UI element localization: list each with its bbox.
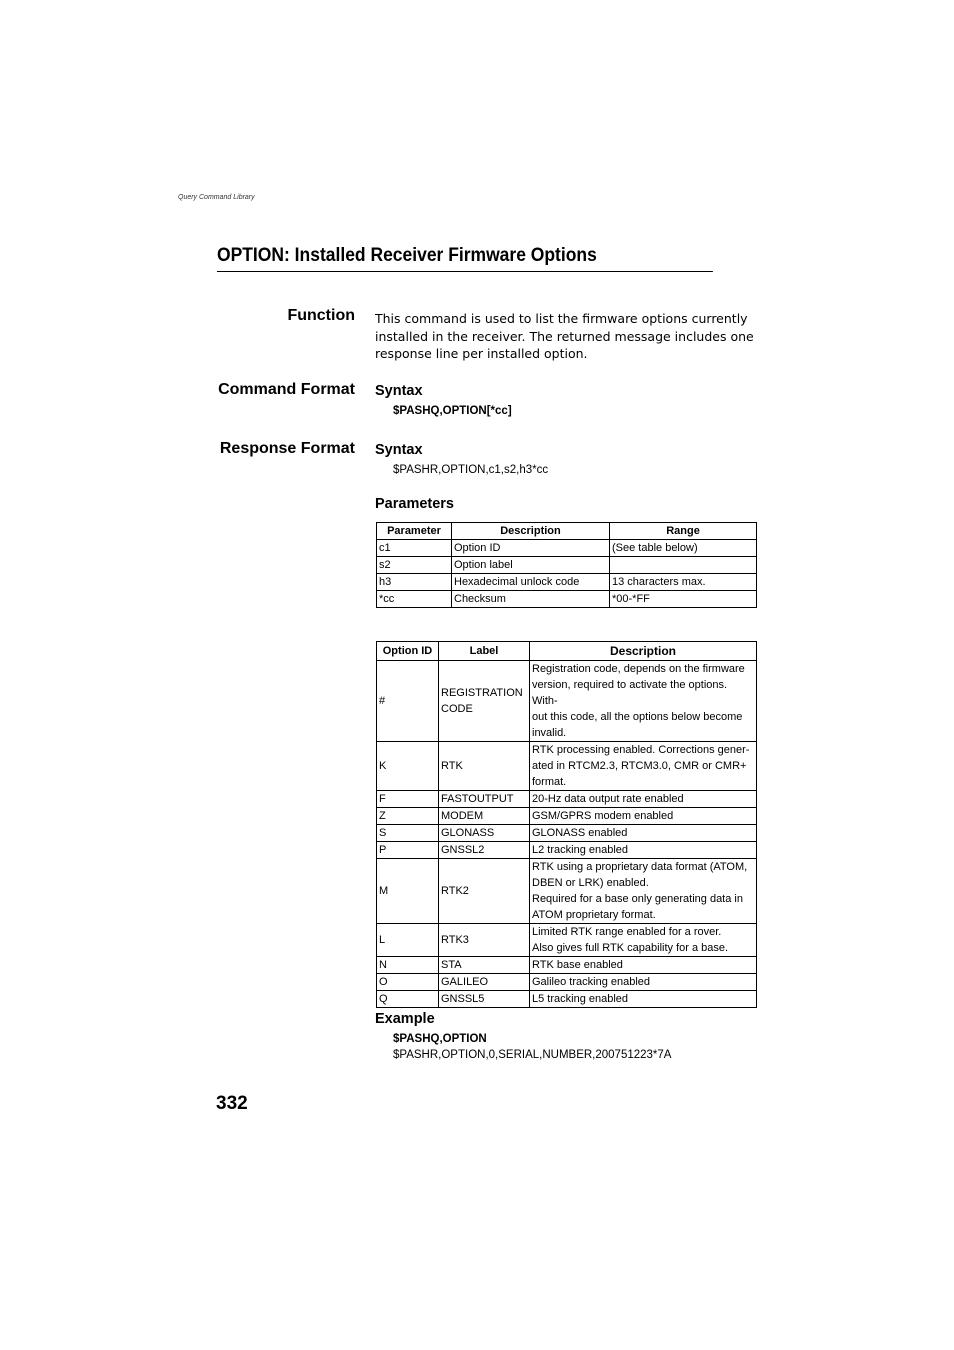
table-cell: Hexadecimal unlock code	[452, 574, 610, 591]
option-description-line: ated in RTCM2.3, RTCM3.0, CMR or CMR+	[532, 760, 747, 772]
option-id-cell: S	[377, 825, 439, 842]
function-line: This command is used to list the firmware options currently	[375, 311, 748, 326]
option-description-line: Registration code, depends on the firmware	[532, 663, 745, 675]
example-response: $PASHR,OPTION,0,SERIAL,NUMBER,200751223*7A	[393, 1049, 672, 1061]
option-label-line: REGISTRATION	[441, 687, 523, 699]
example-heading: Example	[375, 1011, 435, 1027]
option-description-line: RTK base enabled	[532, 959, 623, 971]
option-id-cell: K	[377, 742, 439, 791]
option-description-line: RTK using a proprietary data format (ATOM,	[532, 861, 748, 873]
column-header: Description	[530, 642, 757, 661]
option-label-line: MODEM	[441, 810, 484, 822]
option-id-cell: O	[377, 974, 439, 991]
option-id-cell: Z	[377, 808, 439, 825]
option-label-cell	[439, 859, 530, 924]
table-row	[377, 791, 757, 808]
function-line: installed in the receiver. The returned message includes one	[375, 328, 754, 344]
option-description-line: invalid.	[532, 727, 567, 739]
function-label: Function	[287, 307, 355, 324]
command-syntax-heading: Syntax	[375, 383, 423, 399]
table-row	[377, 574, 757, 591]
table-row	[377, 974, 757, 991]
table-cell: s2	[377, 557, 452, 574]
table-cell: c1	[377, 540, 452, 557]
option-id-cell: N	[377, 957, 439, 974]
page-title: OPTION: Installed Receiver Firmware Options	[217, 243, 713, 272]
parameters-table	[376, 522, 757, 608]
command-format-label: Command Format	[218, 381, 355, 398]
option-label-cell	[439, 842, 530, 859]
command-syntax: $PASHQ,OPTION[*cc]	[393, 405, 512, 417]
page-number: 332	[216, 1093, 248, 1114]
option-description-cell	[530, 991, 757, 1008]
option-label-cell	[439, 924, 530, 957]
parameters-heading: Parameters	[375, 496, 454, 512]
column-header: Description	[452, 523, 610, 540]
option-description-line: L5 tracking enabled	[532, 993, 629, 1005]
option-label-cell	[439, 791, 530, 808]
table-cell	[610, 557, 757, 574]
option-id-cell: L	[377, 924, 439, 957]
table-row	[377, 991, 757, 1008]
table-cell: 13 characters max.	[610, 574, 757, 591]
table-row	[377, 557, 757, 574]
option-description-line: Galileo tracking enabled	[532, 976, 651, 988]
option-label-line: CODE	[441, 703, 473, 715]
table-cell: Checksum	[452, 591, 610, 608]
response-syntax-heading: Syntax	[375, 442, 423, 458]
option-id-cell: M	[377, 859, 439, 924]
option-id-cell: #	[377, 661, 439, 742]
option-description-line: 20-Hz data output rate enabled	[532, 793, 684, 805]
options-table	[376, 641, 757, 1008]
option-label-cell	[439, 991, 530, 1008]
option-description-cell	[530, 742, 757, 791]
option-label-cell	[439, 957, 530, 974]
table-row	[377, 924, 757, 957]
table-cell: (See table below)	[610, 540, 757, 557]
table-row	[377, 957, 757, 974]
table-row	[377, 859, 757, 924]
option-description-cell	[530, 842, 757, 859]
option-label-cell	[439, 742, 530, 791]
option-description-cell	[530, 808, 757, 825]
option-label-cell	[439, 974, 530, 991]
option-description-cell	[530, 957, 757, 974]
function-description	[375, 310, 760, 363]
option-label-line: RTK	[441, 760, 463, 772]
column-header: Label	[439, 642, 530, 661]
option-description-line: GSM/GPRS modem enabled	[532, 810, 674, 822]
option-description-cell	[530, 661, 757, 742]
option-description-line: format.	[532, 776, 567, 788]
running-header: Query Command Library	[178, 194, 255, 201]
option-label-cell	[439, 661, 530, 742]
option-description-cell	[530, 974, 757, 991]
table-header-row	[377, 523, 757, 540]
option-description-line: RTK processing enabled. Corrections gener-	[532, 744, 750, 756]
table-row	[377, 591, 757, 608]
option-description-line: L2 tracking enabled	[532, 844, 629, 856]
example-command: $PASHQ,OPTION	[393, 1033, 487, 1045]
option-label-line: FASTOUTPUT	[441, 793, 514, 805]
option-description-line: version, required to activate the options. With-	[532, 679, 728, 707]
option-description-line: Also gives full RTK capability for a base.	[532, 942, 729, 954]
column-header: Parameter	[377, 523, 452, 540]
table-row	[377, 842, 757, 859]
option-label-line: RTK3	[441, 934, 469, 946]
table-row	[377, 540, 757, 557]
option-id-cell: P	[377, 842, 439, 859]
column-header: Option ID	[377, 642, 439, 661]
option-description-line: out this code, all the options below become	[532, 711, 743, 723]
option-label-line: GALILEO	[441, 976, 489, 988]
option-description-line: DBEN or LRK) enabled.	[532, 877, 649, 889]
option-description-line: GLONASS enabled	[532, 827, 628, 839]
option-label-cell	[439, 825, 530, 842]
table-cell: *00-*FF	[610, 591, 757, 608]
table-cell: Option ID	[452, 540, 610, 557]
table-header-row	[377, 642, 757, 661]
option-description-line: ATOM proprietary format.	[532, 909, 656, 921]
option-description-cell	[530, 924, 757, 957]
option-label-line: GNSSL5	[441, 993, 485, 1005]
option-label-cell	[439, 808, 530, 825]
option-description-line: Limited RTK range enabled for a rover.	[532, 926, 722, 938]
option-label-line: RTK2	[441, 885, 469, 897]
table-row	[377, 825, 757, 842]
option-description-cell	[530, 791, 757, 808]
option-description-line: Required for a base only generating data in	[532, 893, 743, 905]
response-format-label: Response Format	[219, 440, 355, 457]
option-label-line: GNSSL2	[441, 844, 485, 856]
table-row	[377, 742, 757, 791]
table-row	[377, 661, 757, 742]
function-line: response line per installed option.	[375, 346, 588, 361]
table-row	[377, 808, 757, 825]
option-id-cell: Q	[377, 991, 439, 1008]
column-header: Range	[610, 523, 757, 540]
option-label-line: STA	[441, 959, 462, 971]
table-cell: h3	[377, 574, 452, 591]
table-cell: *cc	[377, 591, 452, 608]
option-description-cell	[530, 859, 757, 924]
options-table-body	[377, 661, 757, 1008]
option-id-cell: F	[377, 791, 439, 808]
option-label-line: GLONASS	[441, 827, 495, 839]
response-syntax: $PASHR,OPTION,c1,s2,h3*cc	[393, 464, 549, 476]
option-description-cell	[530, 825, 757, 842]
table-cell: Option label	[452, 557, 610, 574]
